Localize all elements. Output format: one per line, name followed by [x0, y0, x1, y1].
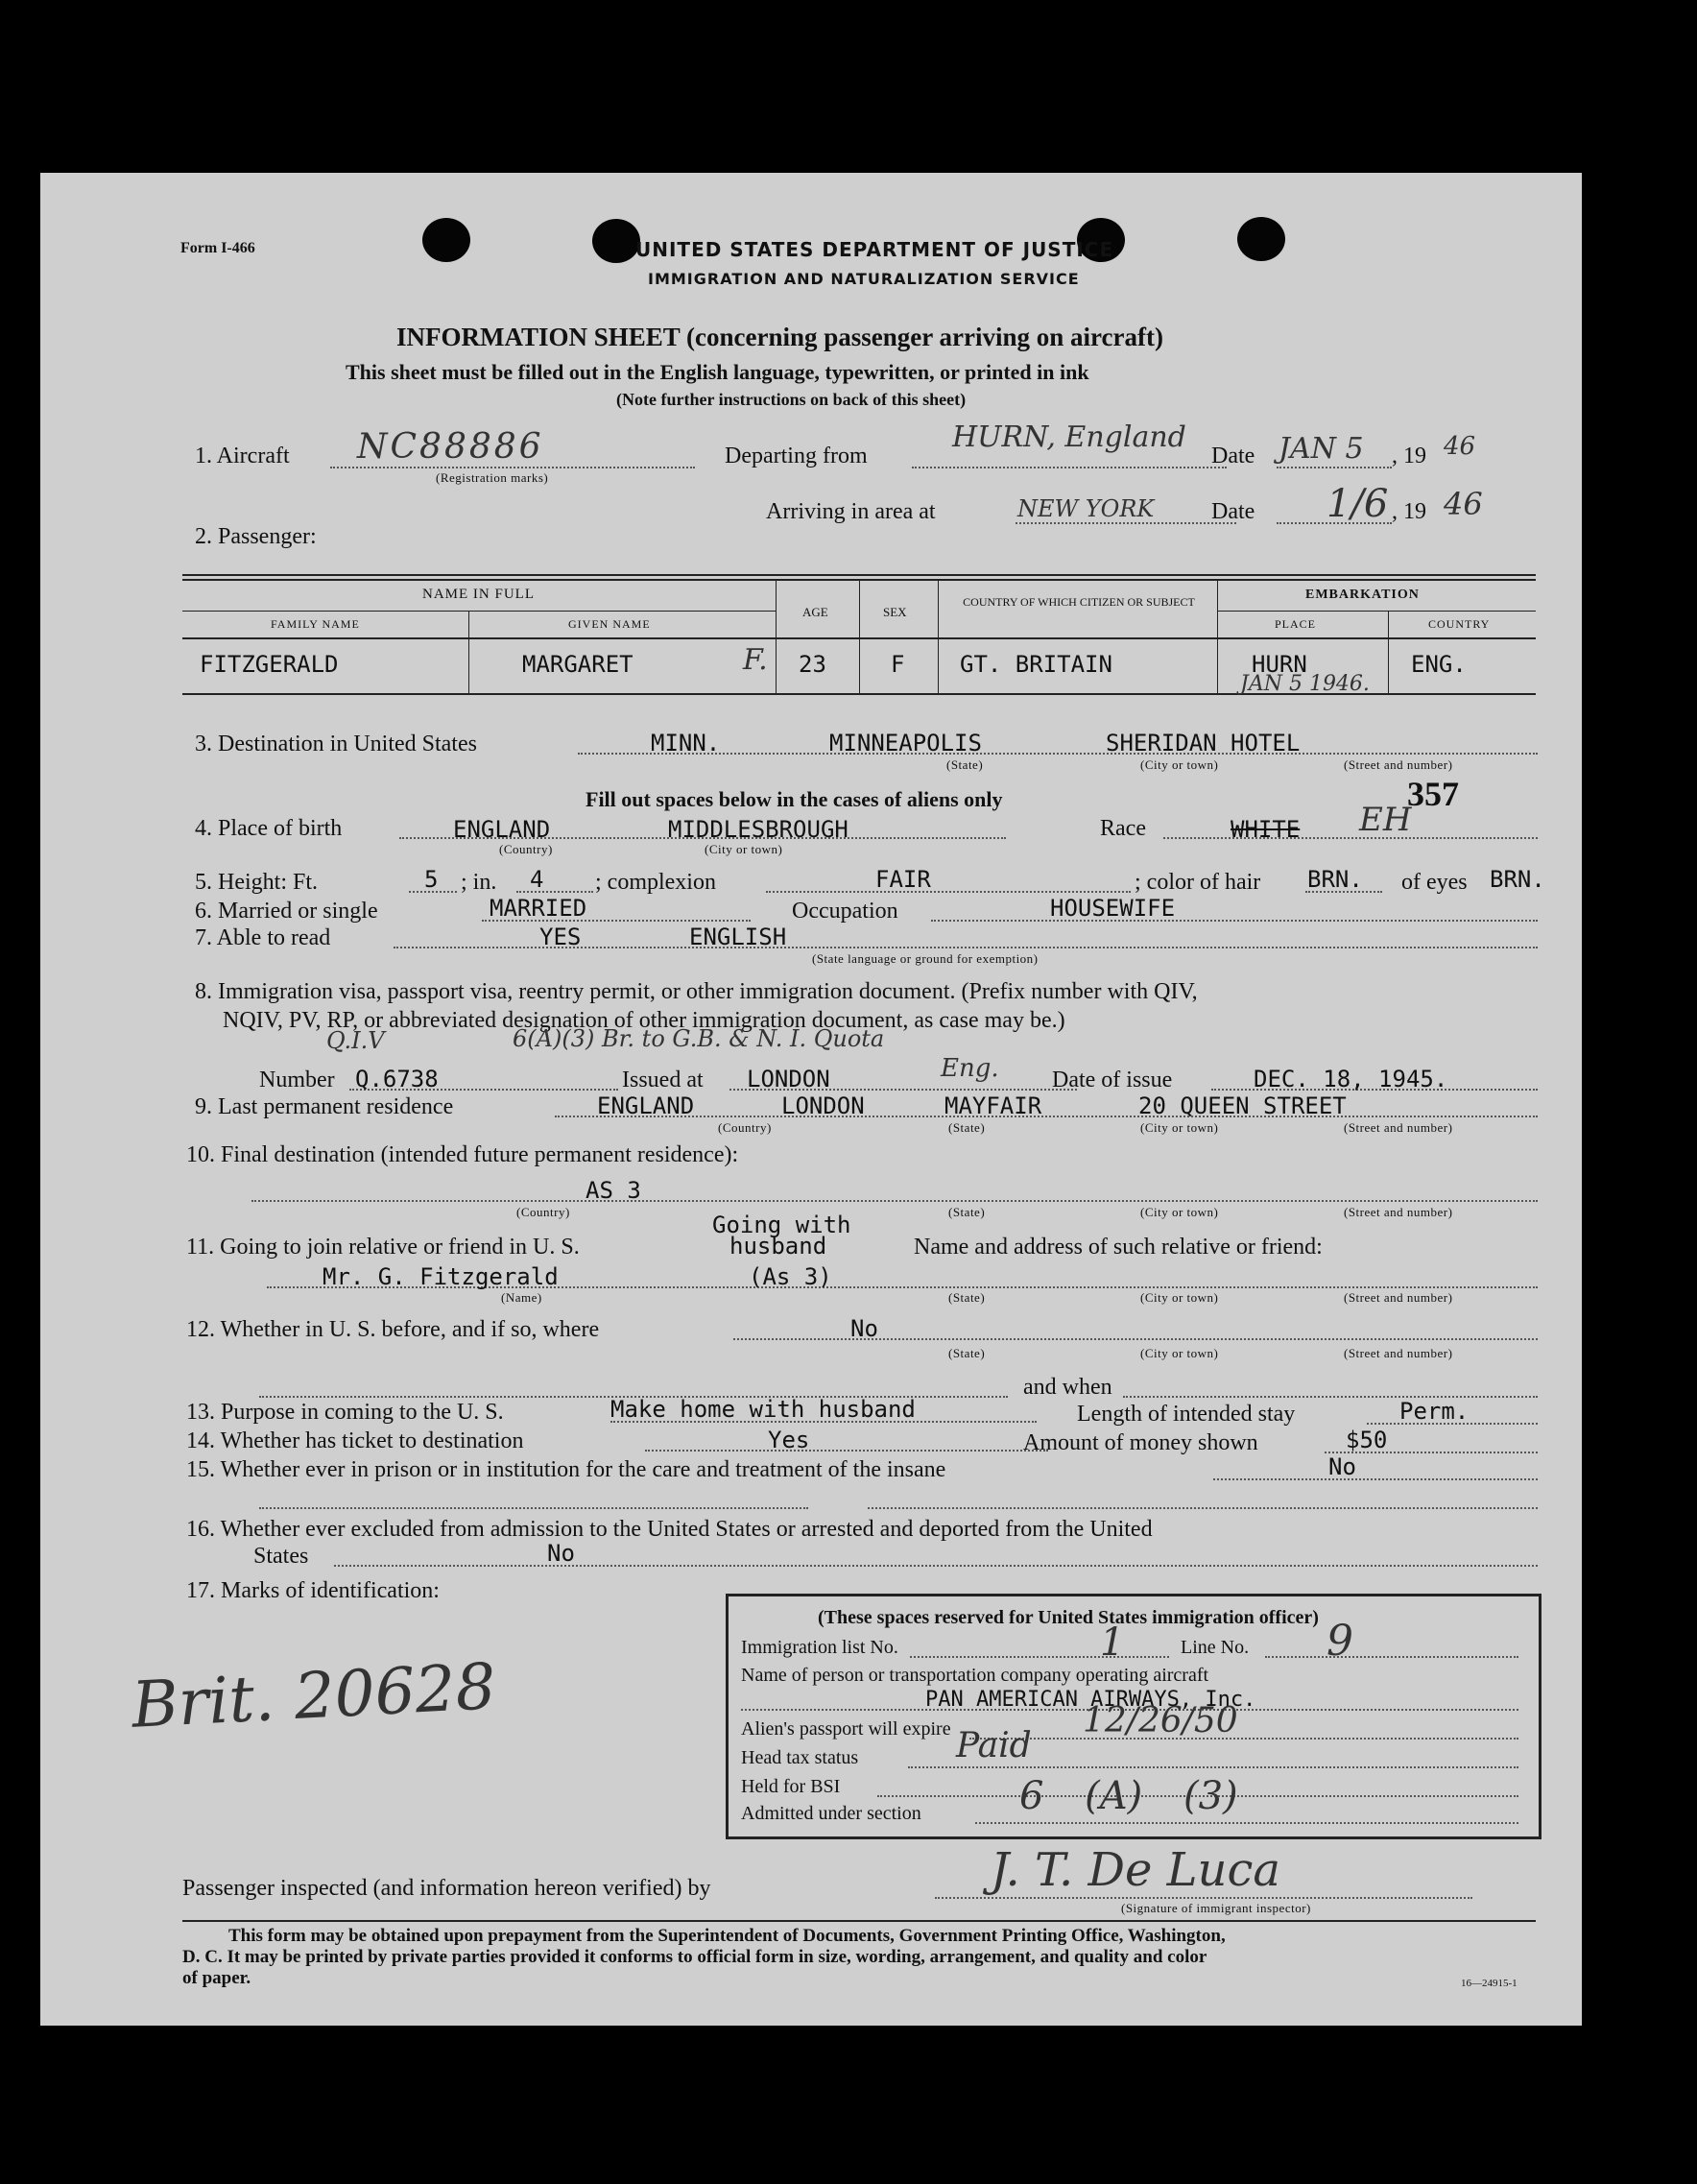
- department-name: UNITED STATES DEPARTMENT OF JUSTICE: [635, 238, 1114, 261]
- read-caption: (State language or ground for exemption): [812, 951, 1039, 966]
- caption-final-city: (City or town): [1140, 1205, 1219, 1219]
- passport-label: Alien's passport will expire: [741, 1718, 951, 1740]
- given-name-mark: F.: [743, 643, 768, 677]
- given-name-value: MARGARET: [522, 651, 633, 678]
- immigration-list-value: 1: [1100, 1620, 1125, 1665]
- sex-header: SEX: [883, 605, 907, 619]
- embark-country-value: ENG.: [1411, 651, 1467, 678]
- destination-label: 3. Destination in United States: [195, 732, 477, 756]
- marital-label: 6. Married or single: [195, 899, 378, 924]
- race-label: Race: [1100, 816, 1146, 841]
- ticket-value: Yes: [768, 1427, 810, 1453]
- caption-final-state: (State): [948, 1205, 986, 1219]
- caption-join-street: (Street and number): [1344, 1290, 1453, 1305]
- section-label: Admitted under section: [741, 1803, 921, 1824]
- prison-value: No: [1328, 1453, 1356, 1480]
- immigration-list-label: Immigration list No.: [741, 1637, 898, 1658]
- head-tax-value: Paid: [956, 1726, 1032, 1765]
- join-husband: husband: [729, 1233, 827, 1260]
- eyes-value: BRN.: [1490, 866, 1545, 893]
- final-destination-value: AS 3: [586, 1177, 641, 1204]
- punch-hole: [422, 218, 470, 262]
- destination-state: MINN.: [651, 730, 721, 756]
- arrive-year: 46: [1444, 486, 1483, 522]
- arriving-value: NEW YORK: [1017, 495, 1155, 522]
- name-in-full-header: NAME IN FULL: [422, 587, 535, 602]
- ticket-label: 14. Whether has ticket to destination: [186, 1428, 524, 1453]
- read-label: 7. Able to read: [195, 925, 331, 950]
- citizen-value: GT. BRITAIN: [960, 651, 1112, 678]
- form-id: Form I-466: [180, 240, 255, 256]
- inspected-label: Passenger inspected (and information hereon verified) by: [182, 1876, 711, 1901]
- given-name-header: GIVEN NAME: [568, 617, 651, 631]
- occupation-label: Occupation: [792, 899, 898, 924]
- form-sheet: [40, 173, 1582, 2026]
- birth-country: ENGLAND: [453, 816, 551, 843]
- place-header: PLACE: [1275, 617, 1317, 631]
- number-value: Q.6738: [355, 1066, 439, 1092]
- marks-label: 17. Marks of identification:: [186, 1578, 440, 1603]
- height-in-label: ; in.: [461, 870, 497, 895]
- passport-value: 12/26/50: [1083, 1701, 1238, 1740]
- height-ft: 5: [424, 866, 439, 893]
- footer-line2: D. C. It may be printed by private parties provided it conforms to official form in size, wording, arrangement, and quality and color: [182, 1947, 1207, 1967]
- footer-line3: of paper.: [182, 1968, 251, 1988]
- destination-city: MINNEAPOLIS: [829, 730, 982, 756]
- hair-label: ; color of hair: [1135, 870, 1261, 895]
- officer-box-title: (These spaces reserved for United States immigration officer): [818, 1607, 1319, 1628]
- instruction-note: (Note further instructions on back of this sheet): [616, 390, 967, 409]
- residence-street: 20 QUEEN STREET: [1138, 1092, 1347, 1119]
- complexion-label: ; complexion: [595, 870, 716, 895]
- depart-year: 46: [1444, 432, 1476, 461]
- height-label: 5. Height: Ft.: [195, 870, 319, 895]
- join-name-address-label: Name and address of such relative or friend:: [914, 1235, 1323, 1260]
- caption-city: (City or town): [1140, 757, 1219, 772]
- before-value: No: [850, 1315, 878, 1342]
- excluded-line1: 16. Whether ever excluded from admission to the United States or arrested and deported from the United: [186, 1517, 1153, 1542]
- depart-date-value: JAN 5: [1279, 432, 1364, 466]
- footer-line1: This form may be obtained upon prepayment from the Superintendent of Documents, Government Printing Office, Washington,: [228, 1926, 1226, 1946]
- line-no-label: Line No.: [1181, 1637, 1250, 1658]
- money-label: Amount of money shown: [1023, 1430, 1258, 1455]
- eyes-label: of eyes: [1401, 870, 1468, 895]
- prison-label: 15. Whether ever in prison or in institution for the care and treatment of the insane: [186, 1457, 946, 1482]
- embarkation-header: EMBARKATION: [1305, 588, 1420, 602]
- marital-value: MARRIED: [490, 895, 587, 922]
- before-label: 12. Whether in U. S. before, and if so, where: [186, 1317, 600, 1342]
- caption-birth-city: (City or town): [705, 842, 783, 856]
- head-tax-label: Head tax status: [741, 1747, 859, 1768]
- caption-join-state: (State): [948, 1290, 986, 1305]
- issued-value: LONDON: [747, 1066, 830, 1092]
- money-value: $50: [1346, 1427, 1388, 1453]
- excluded-value: No: [547, 1540, 575, 1567]
- residence-city: MAYFAIR: [944, 1092, 1042, 1119]
- punch-hole: [1237, 217, 1285, 261]
- document-qiv: Q.I.V: [326, 1027, 385, 1054]
- destination-street: SHERIDAN HOTEL: [1106, 730, 1301, 756]
- read-language: ENGLISH: [689, 924, 787, 950]
- issue-date-value: DEC. 18, 1945.: [1254, 1066, 1448, 1092]
- residence-country: ENGLAND: [597, 1092, 695, 1119]
- join-address: (As 3): [749, 1263, 832, 1290]
- service-name: IMMIGRATION AND NATURALIZATION SERVICE: [648, 270, 1080, 288]
- family-name-header: FAMILY NAME: [271, 617, 360, 631]
- caption-before-street: (Street and number): [1344, 1346, 1453, 1360]
- caption-final-street: (Street and number): [1344, 1205, 1453, 1219]
- caption-join-city: (City or town): [1140, 1290, 1219, 1305]
- age-value: 23: [799, 651, 826, 678]
- stamp-number: 357: [1407, 775, 1459, 813]
- operator-value: PAN AMERICAN AIRWAYS, Inc.: [925, 1688, 1256, 1712]
- embark-place-value: HURN: [1252, 651, 1307, 678]
- final-destination-label: 10. Final destination (intended future permanent residence):: [186, 1142, 739, 1167]
- punch-hole: [592, 219, 640, 263]
- residence-label: 9. Last permanent residence: [195, 1094, 454, 1119]
- document-line1: 8. Immigration visa, passport visa, reentry permit, or other immigration document. (Prefix number with QIV,: [195, 979, 1198, 1004]
- birth-city: MIDDLESBROUGH: [668, 816, 848, 843]
- purpose-label: 13. Purpose in coming to the U. S.: [186, 1400, 504, 1425]
- aircraft-value: NC88886: [357, 427, 544, 467]
- registration-caption: (Registration marks): [436, 470, 549, 485]
- country-header: COUNTRY: [1428, 617, 1491, 631]
- caption-before-city: (City or town): [1140, 1346, 1219, 1360]
- caption-final-country: (Country): [516, 1205, 570, 1219]
- excluded-line2: States: [253, 1544, 309, 1569]
- embark-date-hand: JAN 5 1946.: [1240, 672, 1370, 696]
- residence-state: LONDON: [781, 1092, 865, 1119]
- document-quota-note: 6(A)(3) Br. to G.B. & N. I. Quota: [513, 1025, 885, 1052]
- line-no-value: 9: [1327, 1617, 1353, 1666]
- document-line2: NQIV, PV, RP, or abbreviated designation of other immigration document, as case may be.): [223, 1008, 1065, 1033]
- signature-caption: (Signature of immigrant inspector): [1121, 1901, 1311, 1915]
- departing-value: HURN, England: [952, 420, 1186, 454]
- race-hand: EH: [1359, 801, 1412, 839]
- purpose-value: Make home with husband: [610, 1396, 916, 1423]
- stay-label: Length of intended stay: [1077, 1402, 1296, 1427]
- read-value: YES: [539, 924, 582, 950]
- and-when-label: and when: [1023, 1375, 1112, 1400]
- family-name-value: FITZGERALD: [200, 651, 339, 678]
- instruction-line: This sheet must be filled out in the English language, typewritten, or printed in ink: [346, 360, 1089, 384]
- footer-code: 16—24915-1: [1461, 1978, 1518, 1989]
- sex-value: F: [891, 651, 905, 678]
- age-header: AGE: [802, 605, 828, 619]
- issued-label: Issued at: [622, 1068, 704, 1092]
- hair-value: BRN.: [1307, 866, 1363, 893]
- country-citizen-header: COUNTRY OF WHICH CITIZEN OR SUBJECT: [963, 595, 1195, 609]
- issue-date-label: Date of issue: [1052, 1068, 1173, 1092]
- caption-res-street: (Street and number): [1344, 1120, 1453, 1135]
- issued-hand: Eng.: [941, 1054, 999, 1083]
- height-in: 4: [530, 866, 544, 893]
- inspector-signature: J. T. De Luca: [991, 1843, 1280, 1897]
- join-name: Mr. G. Fitzgerald: [323, 1263, 559, 1290]
- depart-year-prefix: , 19: [1392, 444, 1426, 468]
- caption-res-country: (Country): [718, 1120, 772, 1135]
- aircraft-label: 1. Aircraft: [195, 444, 290, 468]
- operator-label: Name of person or transportation company operating aircraft: [741, 1665, 1209, 1686]
- page-title: INFORMATION SHEET (concerning passenger arriving on aircraft): [396, 323, 1163, 351]
- arrive-date-value: 1/6: [1327, 482, 1389, 526]
- passenger-label: 2. Passenger:: [195, 524, 317, 549]
- join-going-with: Going with: [712, 1212, 851, 1238]
- stay-value: Perm.: [1399, 1398, 1470, 1425]
- number-label: Number: [259, 1068, 335, 1092]
- arrive-year-prefix: , 19: [1392, 499, 1426, 524]
- join-label: 11. Going to join relative or friend in U. S.: [186, 1235, 580, 1260]
- departing-label: Departing from: [725, 444, 868, 468]
- section-value: 6 (A) (3): [1019, 1774, 1238, 1818]
- arriving-label: Arriving in area at: [766, 499, 936, 524]
- arrive-date-label: Date: [1211, 499, 1255, 524]
- caption-street: (Street and number): [1344, 757, 1453, 772]
- race-value: WHITE: [1231, 816, 1301, 843]
- depart-date-label: Date: [1211, 444, 1255, 468]
- caption-state: (State): [946, 757, 984, 772]
- occupation-value: HOUSEWIFE: [1050, 895, 1176, 922]
- aliens-note: Fill out spaces below in the cases of aliens only: [586, 787, 1003, 811]
- complexion-value: FAIR: [875, 866, 931, 893]
- caption-before-state: (State): [948, 1346, 986, 1360]
- caption-res-state: (State): [948, 1120, 986, 1135]
- birth-label: 4. Place of birth: [195, 816, 343, 841]
- caption-birth-country: (Country): [499, 842, 553, 856]
- bsi-label: Held for BSI: [741, 1776, 841, 1797]
- marks-hand: Brit. 20628: [130, 1649, 498, 1742]
- caption-res-city: (City or town): [1140, 1120, 1219, 1135]
- caption-join-name: (Name): [501, 1290, 542, 1305]
